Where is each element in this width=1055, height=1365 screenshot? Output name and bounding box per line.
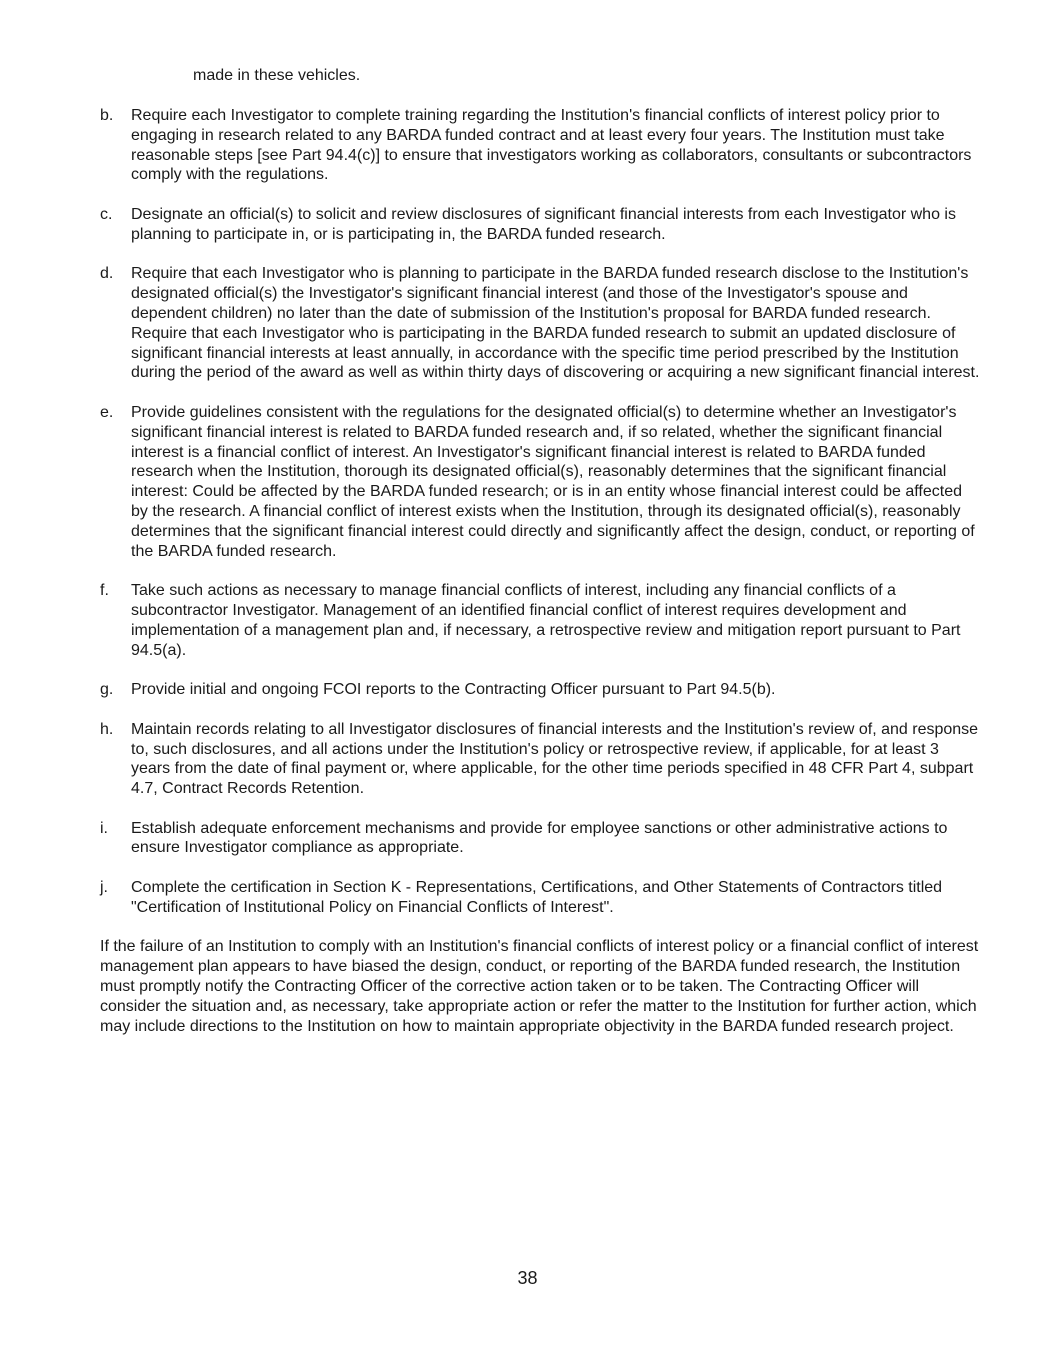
- list-item-text: Complete the certification in Section K - Representations, Certifications, and Other Statements of Contractors titled "Certification of Institutional Policy on Financial Conflicts of Interest".: [131, 879, 943, 916]
- list-item-e: [100, 403, 980, 561]
- page-number: 38: [517, 1268, 538, 1288]
- list-item-d: [100, 264, 980, 383]
- list-marker: f.: [100, 582, 109, 600]
- list-marker: h.: [100, 720, 114, 738]
- list-item-text: Maintain records relating to all Investigator disclosures of financial interests and the Institution's review of, and response to, such disclosures, and all actions under the Institution's policy or retrospective review, if applicable, for at least 3 years from the date of final payment or, where applicable, for the other time periods specified in 48 CFR Part 4, subpart 4.7, Contract Records Retention.: [131, 720, 979, 798]
- list-item-i: [100, 819, 980, 859]
- continuation-text: made in these vehicles.: [193, 67, 361, 84]
- list-marker: i.: [100, 819, 108, 837]
- list-item-f: [100, 581, 980, 660]
- list-item-b: [100, 106, 980, 185]
- list-item-text: Require each Investigator to complete training regarding the Institution's financial conflicts of interest policy prior to engaging in research related to any BARDA funded contract and at least every four years. The Institution must take reasonable steps [see Part 94.4(c)] to ensure that investigators working as collaborators, consultants or subcontractors comply with the regulations.: [131, 107, 972, 184]
- list-marker: j.: [100, 879, 108, 897]
- list-item-text: Provide guidelines consistent with the regulations for the designated official(s) to determine whether an Investigator's significant financial interest is related to BARDA funded research and, if so related, whether the significant financial interest is a financial conflict of interest. An Investigator's significant financial interest is related to BARDA funded research when the Institution, thorough its designated official(s), reasonably determines that the significant financial interest: Could be affected by the BARDA funded research; or is in an entity whose financial interest could be affected by the research. A financial conflict of interest exists when the Institution, through its designated official(s), reasonably determines that the significant financial interest could directly and significantly affect the design, conduct, or reporting of the BARDA funded research.: [131, 403, 975, 560]
- requirements-list: [100, 106, 980, 1036]
- list-marker: e.: [100, 403, 114, 421]
- list-item-c: [100, 205, 980, 245]
- list-marker: c.: [100, 205, 113, 223]
- closing-paragraph: If the failure of an Institution to comply with an Institution's financial conflicts of interest policy or a financial conflict of interest management plan appears to have biased the design, conduct, or reporting of the BARDA funded research, the Institution must promptly notify the Contracting Officer of the corrective action taken or to be taken. The Contracting Officer will consider the situation and, as necessary, take appropriate action or refer the matter to the Institution for further action, which may include directions to the Institution on how to maintain appropriate objectivity in the BARDA funded research project.: [100, 938, 979, 1035]
- list-item-text: Designate an official(s) to solicit and review disclosures of significant financial interests from each Investigator who is planning to participate in, or is participating in, the BARDA funded research.: [131, 205, 956, 243]
- list-item-j: [100, 878, 980, 918]
- list-item-text: Take such actions as necessary to manage financial conflicts of interest, including any financial conflicts of a subcontractor Investigator. Management of an identified financial conflict of interest requires development and implementation of a management plan and, if necessary, a retrospective review and mitigation report pursuant to Part 94.5(a).: [131, 582, 961, 659]
- list-marker: b.: [100, 107, 114, 124]
- list-item-text: Establish adequate enforcement mechanisms and provide for employee sanctions or other administrative actions to ensure Investigator compliance as appropriate.: [131, 819, 948, 857]
- list-item-h: [100, 720, 980, 799]
- list-item-text: Require that each Investigator who is planning to participate in the BARDA funded research disclose to the Institution's designated official(s) the Investigator's significant financial interest (and those of the Investigator's spouse and dependent children) no later than the date of submission of the Institution's proposal for BARDA funded research. Require that each Investigator who is participating in the BARDA funded research to submit an updated disclosure of significant financial interests at least annually, in accordance with the specific time period prescribed by the Institution during the period of the award as well as within thirty days of discovering or acquiring a new significant financial interest.: [131, 265, 980, 382]
- list-marker: g.: [100, 681, 114, 699]
- list-marker: d.: [100, 265, 114, 283]
- list-item-g: [100, 680, 980, 700]
- list-item-text: Provide initial and ongoing FCOI reports to the Contracting Officer pursuant to Part 94.5(b).: [131, 681, 776, 699]
